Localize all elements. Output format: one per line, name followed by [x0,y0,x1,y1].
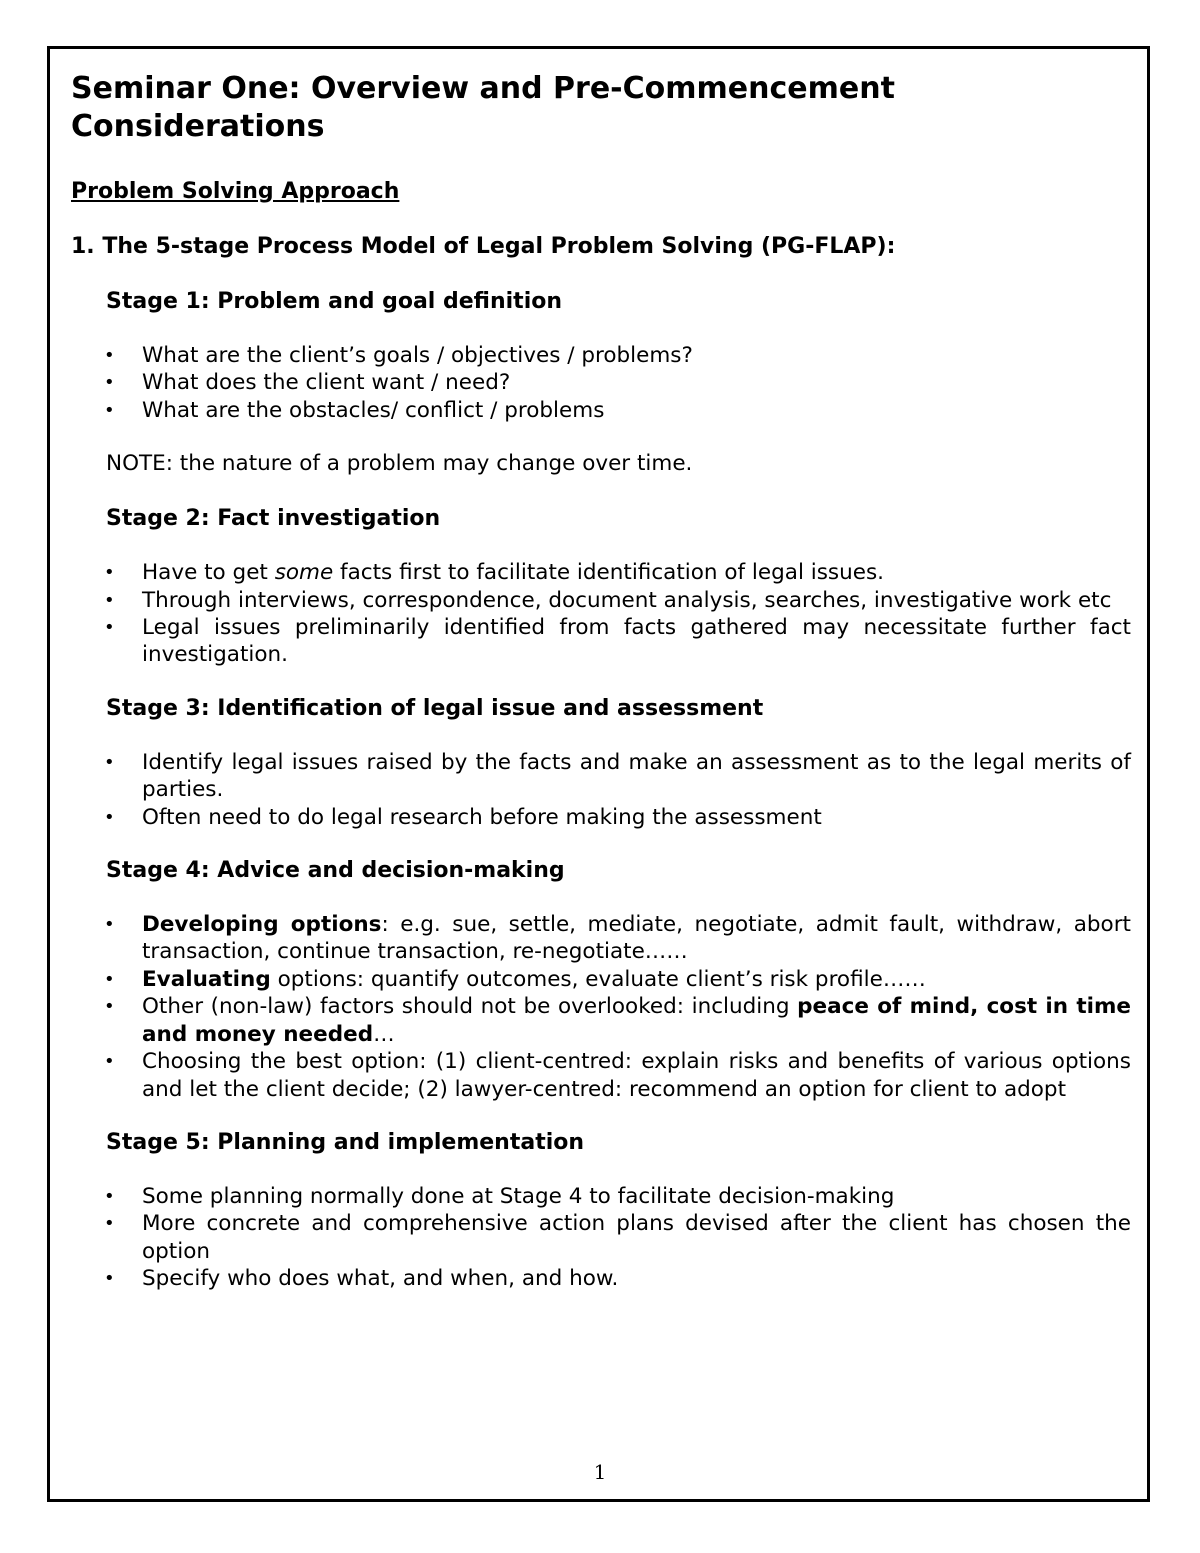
list-item: • Developing options: e.g. sue, settle, mediate, negotiate, admit fault, withdraw, abort transaction, continue transaction, re-negotiate…… [104,912,1131,965]
list-item: • Other (non-law) factors should not be overlooked: including peace of mind, cost in time and money needed… [104,994,1132,1047]
list-item: • Evaluating options: quantify outcomes, evaluate client’s risk profile…… [104,966,926,992]
stage-1-list [71,342,1131,424]
stage-4-title: Stage 4: Advice and decision-making [106,858,565,884]
bullet-icon: • [104,751,115,773]
bullet-icon: • [104,617,115,639]
bullet-icon: • [104,1051,115,1073]
bullet-icon: • [104,345,115,366]
stage-2-list [71,559,1131,669]
bullet-icon: • [104,1213,115,1235]
bullet-icon: • [104,996,115,1018]
model-heading: 1. The 5-stage Process Model of Legal Problem Solving (PG-FLAP): [71,234,896,259]
list-item: • What are the obstacles/ conflict / problems [104,397,605,423]
list-item: • Through interviews, correspondence, document analysis, searches, investigative work etc [104,587,1112,613]
stage-5-list [71,1183,1131,1293]
document-body [71,70,1131,1293]
stage-1-note: NOTE: the nature of a problem may change over time. [106,451,693,477]
stage-1-title: Stage 1: Problem and goal definition [106,289,563,314]
list-item: • Specify who does what, and when, and how. [104,1266,619,1292]
list-item: • Legal issues preliminarily identified from facts gathered may necessitate further fact investigation. [104,615,1131,668]
bullet-icon: • [104,914,115,936]
bullet-icon: • [104,562,115,584]
bullet-icon: • [104,399,115,421]
stage-3-list [71,749,1131,831]
stage-3-title: Stage 3: Identification of legal issue and assessment [106,695,764,721]
list-item: • Choosing the best option: (1) client-centred: explain risks and benefits of various options and let the client decide; (2) lawyer-centred: recommend an option for client to adopt [104,1049,1131,1102]
list-item: • Identify legal issues raised by the facts and make an assessment as to the legal merits of parties. [104,749,1131,803]
list-item: • Some planning normally done at Stage 4 to facilitate decision-making [104,1183,895,1209]
bullet-icon: • [104,372,115,394]
list-item: • What are the client’s goals / objectives / problems? [104,343,693,368]
bullet-icon: • [104,1185,115,1207]
list-item: • What does the client want / need? [104,370,511,396]
list-item: • Have to get some facts first to facilitate identification of legal issues. [104,560,885,586]
bullet-icon: • [104,968,115,990]
document-title: Seminar One: Overview and Pre-Commencement Considerations [71,71,895,144]
section-heading: Problem Solving Approach [71,179,400,204]
stage-5-title: Stage 5: Planning and implementation [106,1129,585,1155]
page-number: 1 [593,1460,607,1484]
bullet-icon: • [104,589,115,611]
list-item: • Often need to do legal research before making the assessment [104,804,822,830]
bullet-icon: • [104,1268,115,1290]
stage-4-list [71,911,1131,1103]
bullet-icon: • [104,806,115,828]
stage-2-title: Stage 2: Fact investigation [106,506,441,532]
list-item: • More concrete and comprehensive action plans devised after the client has chosen the option [104,1211,1131,1264]
